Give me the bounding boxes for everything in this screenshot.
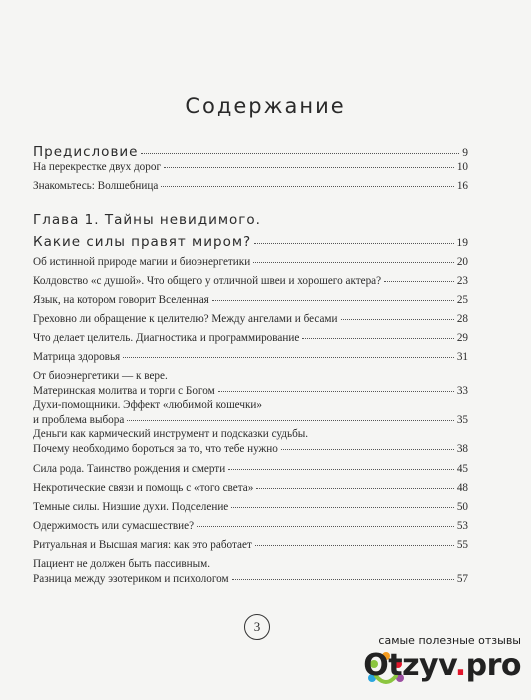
toc-entry-text: На перекрестке двух дорог xyxy=(33,161,162,173)
toc-page-number: 38 xyxy=(456,443,468,455)
toc-entry xyxy=(33,398,468,428)
dot-leader xyxy=(255,545,454,546)
dot-leader xyxy=(161,186,453,187)
toc-page-number: 57 xyxy=(456,573,468,585)
page-number: 3 xyxy=(244,614,270,640)
toc-entry-text: Что делает целитель. Диагностика и программирование xyxy=(33,332,300,344)
toc-entry xyxy=(33,255,468,270)
toc-page-number: 45 xyxy=(456,463,468,475)
dot-leader xyxy=(253,262,454,263)
toc-entry-text: От биоэнергетики — к вере. xyxy=(33,370,168,382)
toc-entry xyxy=(33,274,468,289)
toc-entry-text: Пациент не должен быть пассивным. xyxy=(33,558,210,570)
toc-entry-text: Какие силы правят миром? xyxy=(33,234,252,250)
toc-entry xyxy=(33,462,468,477)
toc-entry xyxy=(33,538,468,553)
toc-entry-text: Матрица здоровья xyxy=(33,351,121,363)
watermark-brand: Otzyv.pro xyxy=(363,648,521,683)
toc-entry-text: Сила рода. Таинство рождения и смерти xyxy=(33,463,226,475)
toc-entry xyxy=(33,293,468,308)
toc-entry xyxy=(33,209,468,254)
toc-page-number: 16 xyxy=(456,180,468,192)
toc-entry xyxy=(33,500,468,515)
toc-entry xyxy=(33,369,468,399)
toc-page-number: 33 xyxy=(456,385,468,397)
toc-entry xyxy=(33,160,468,175)
dot-leader xyxy=(231,507,454,508)
toc-entry-text: Глава 1. Тайны невидимого. xyxy=(33,212,261,228)
toc-page-number: 50 xyxy=(456,501,468,513)
toc-page-number: 29 xyxy=(456,332,468,344)
toc-entry xyxy=(33,179,468,194)
dot-leader xyxy=(197,526,454,527)
toc-entry xyxy=(33,557,468,587)
toc-page-number: 20 xyxy=(456,256,468,268)
dot-leader xyxy=(281,449,454,450)
toc-entry xyxy=(33,427,468,457)
page-title: Содержание xyxy=(185,94,346,118)
toc-entry-text: и проблема выбора xyxy=(33,414,125,426)
toc-page-number: 25 xyxy=(456,294,468,306)
toc-entry-text: Одержимость или сумасшествие? xyxy=(33,520,195,532)
toc-entry-text: Почему необходимо бороться за то, что тебе нужно xyxy=(33,443,278,455)
toc-page-number: 23 xyxy=(456,275,468,287)
dot-leader xyxy=(127,420,453,421)
toc-page-number: 48 xyxy=(456,482,468,494)
toc-entry-text: Об истинной природе магии и биоэнергетики xyxy=(33,256,251,268)
dot-leader xyxy=(123,357,454,358)
toc-entry xyxy=(33,519,468,534)
toc-page-number: 31 xyxy=(456,351,468,363)
toc-entry-text: Предисловие xyxy=(33,144,139,160)
toc-page-number: 35 xyxy=(456,414,468,426)
dot-leader xyxy=(341,319,454,320)
toc-entry-text: Деньги как кармический инструмент и подсказки судьбы. xyxy=(33,428,309,440)
watermark-caption: самые полезные отзывы xyxy=(378,634,521,647)
dot-leader xyxy=(232,579,454,580)
toc-entry xyxy=(33,331,468,346)
toc-entry xyxy=(33,481,468,496)
toc-entry-text: Материнская молитва и торги с Богом xyxy=(33,385,215,397)
dot-leader xyxy=(302,338,454,339)
toc-page-number: 9 xyxy=(462,147,468,159)
dot-leader xyxy=(141,153,459,154)
dot-leader xyxy=(164,167,454,168)
dot-leader xyxy=(212,300,454,301)
toc-entry-text: Духи-помощники. Эффект «любимой кошечки» xyxy=(33,399,263,411)
dot-leader xyxy=(384,281,454,282)
toc-entry-text: Ритуальная и Высшая магия: как это работает xyxy=(33,539,252,551)
toc-entry-text: Язык, на котором говорит Вселенная xyxy=(33,294,209,306)
toc-entry-text: Колдовство «с душой». Что общего у отличной швеи и хорошего актера? xyxy=(33,275,382,287)
toc-entry xyxy=(33,312,468,327)
dot-leader xyxy=(254,243,453,244)
toc-entry xyxy=(33,350,468,365)
toc-entry-text: Разница между эзотериком и психологом xyxy=(33,573,229,585)
toc-page-number: 28 xyxy=(456,313,468,325)
toc-entry-text: Темные силы. Низшие духи. Подселение xyxy=(33,501,229,513)
toc-page-number: 55 xyxy=(456,539,468,551)
toc-page-number: 53 xyxy=(456,520,468,532)
dot-leader xyxy=(228,469,454,470)
toc-entry-text: Некротические связи и помощь с «того света» xyxy=(33,482,254,494)
toc-page-number: 19 xyxy=(456,237,468,249)
watermark xyxy=(298,634,523,694)
dot-leader xyxy=(256,488,453,489)
toc-entry-text: Знакомьтесь: Волшебница xyxy=(33,180,159,192)
dot-leader xyxy=(218,391,454,392)
toc-page-number: 10 xyxy=(456,161,468,173)
toc-entry-text: Греховно ли обращение к целителю? Между ангелами и бесами xyxy=(33,313,338,325)
